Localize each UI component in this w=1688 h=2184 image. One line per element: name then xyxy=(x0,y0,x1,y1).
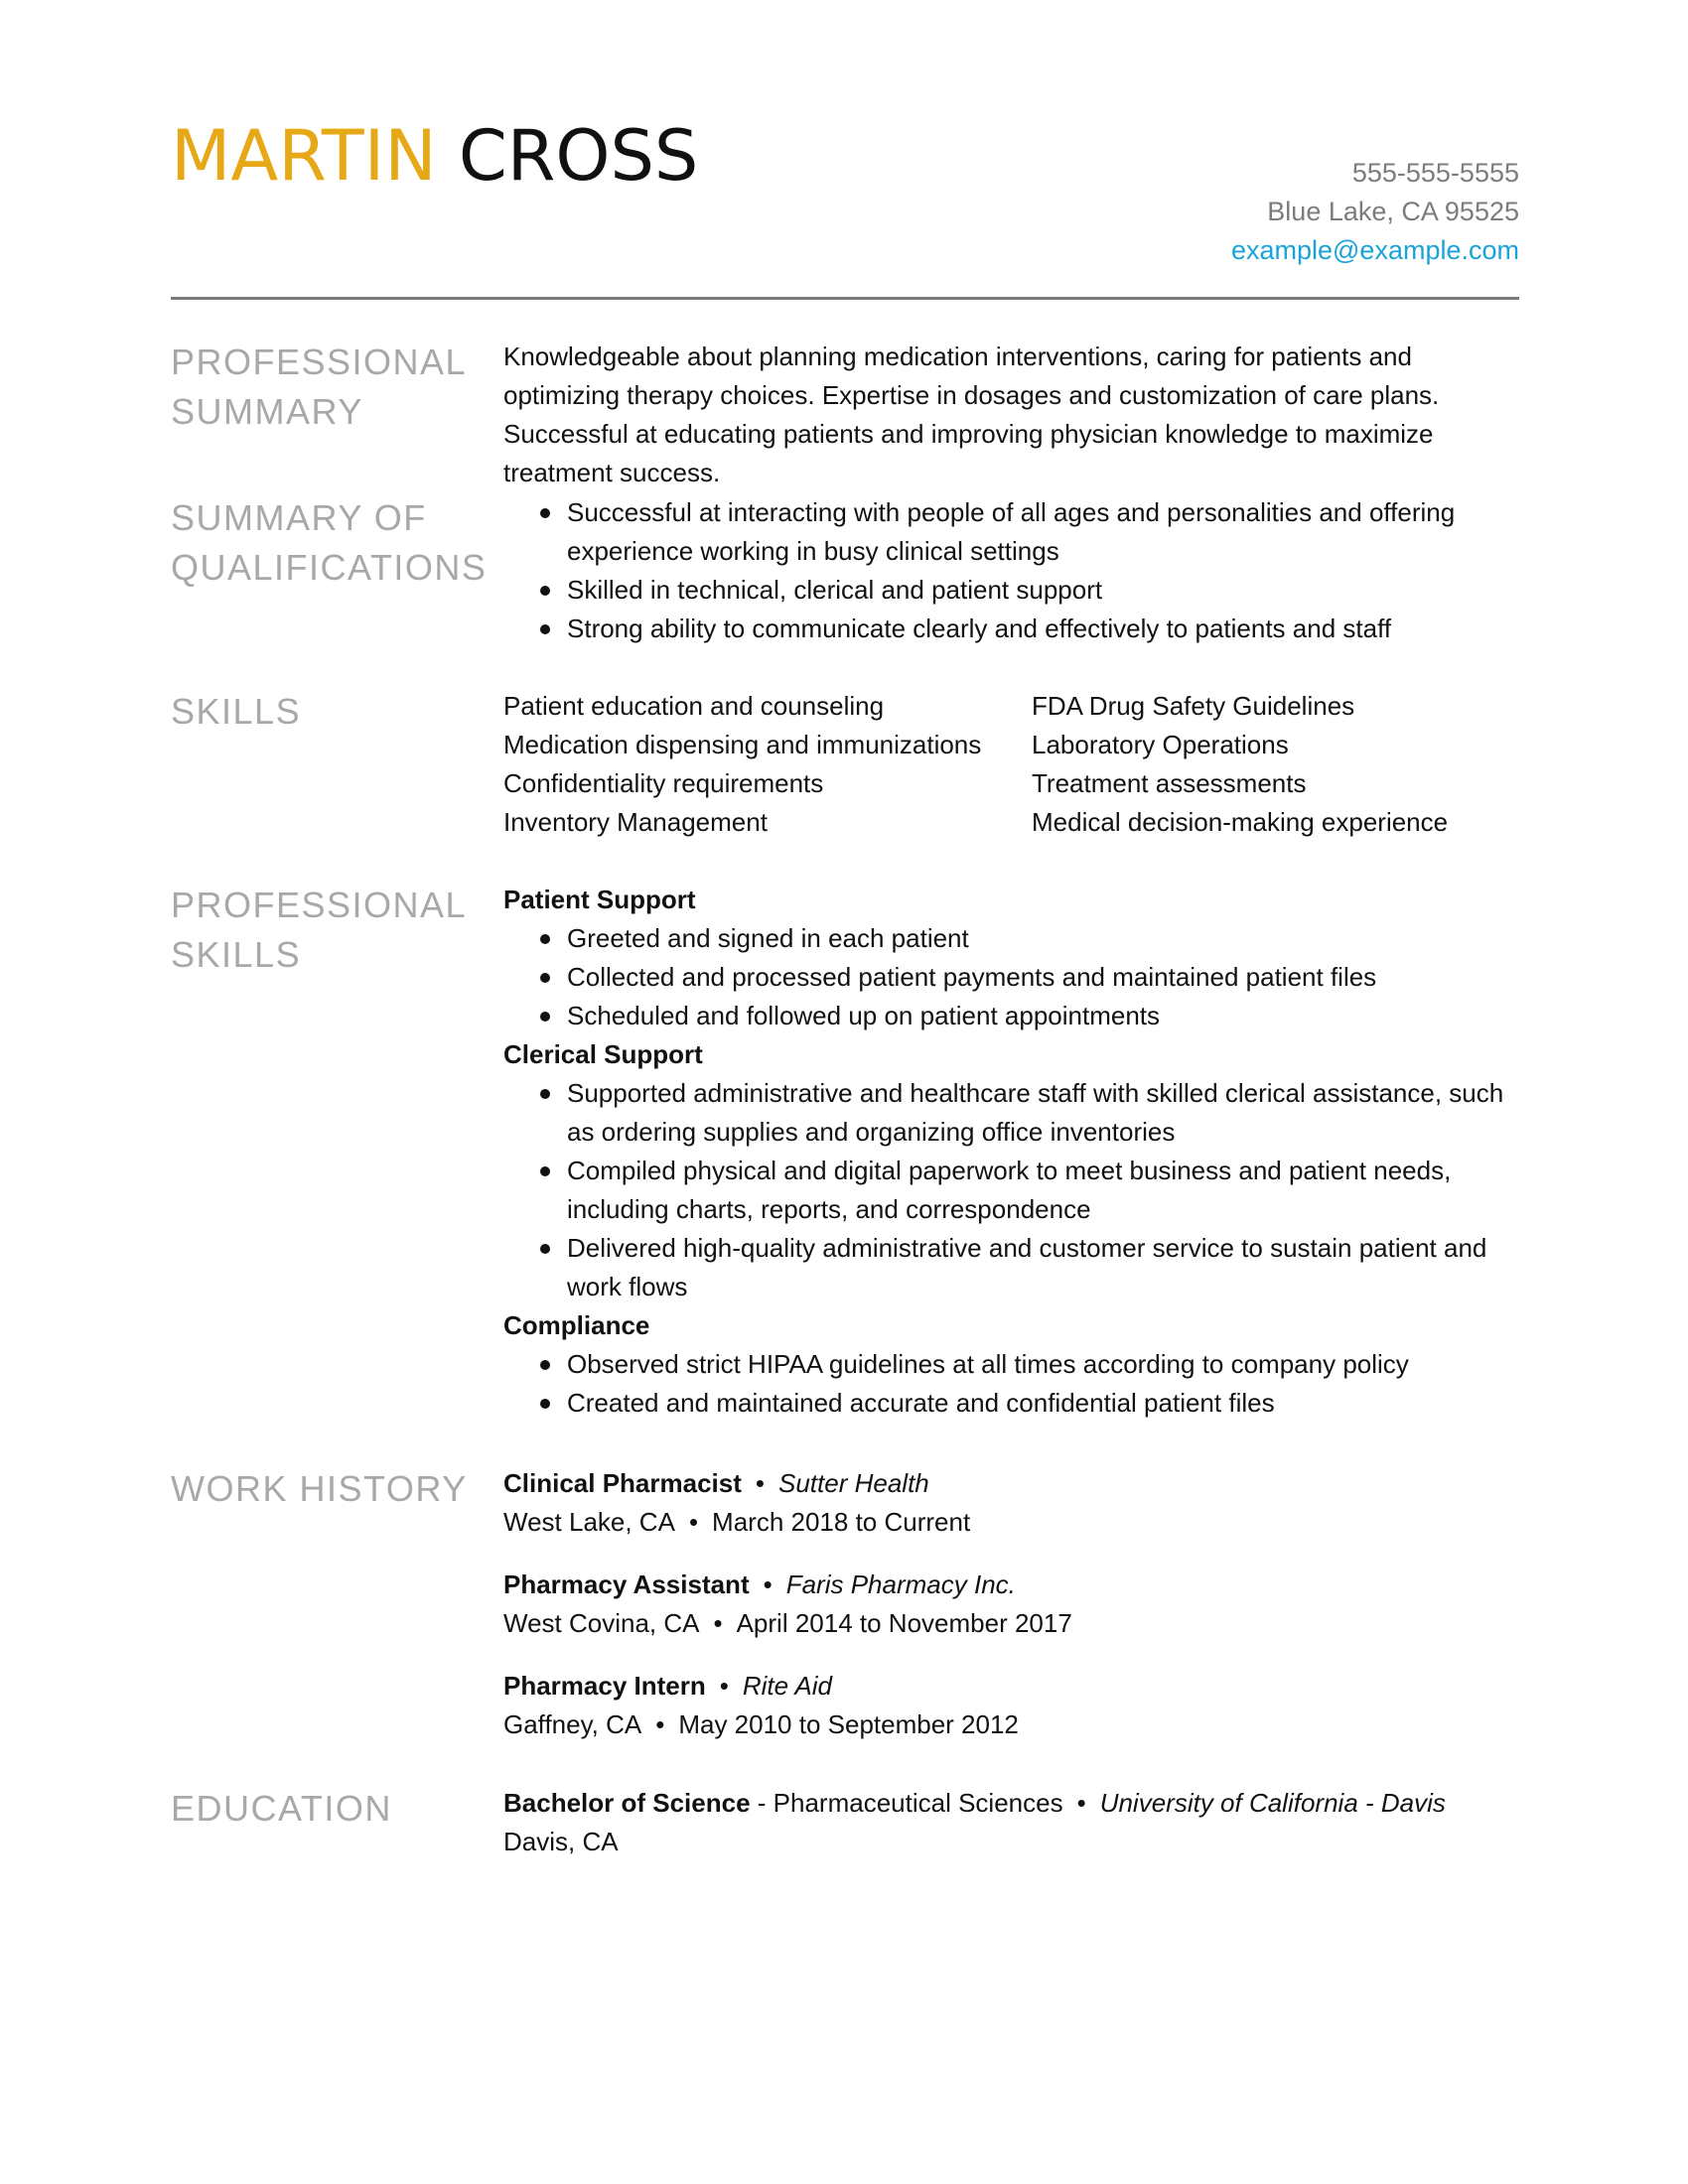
education-heading xyxy=(503,1784,1519,1823)
separator-dot: • xyxy=(719,1671,729,1701)
list-item: Delivered high-quality administrative and customer service to sustain patient and work flows xyxy=(567,1229,1519,1306)
job-company: Faris Pharmacy Inc. xyxy=(785,1570,1016,1599)
section-title: SUMMARY OF QUALIFICATIONS xyxy=(171,497,488,588)
list-item: Observed strict HIPAA guidelines at all times according to company policy xyxy=(567,1345,1519,1384)
skill-item: Medical decision-making experience xyxy=(1032,807,1449,837)
job-entry xyxy=(503,1667,1519,1744)
job-meta xyxy=(503,1706,1519,1744)
skill-group-heading: Compliance xyxy=(503,1310,650,1340)
skill-item: Patient education and counseling xyxy=(503,691,885,721)
separator-dot: • xyxy=(688,1507,699,1537)
separator-dot: • xyxy=(713,1608,723,1638)
contact-block xyxy=(1231,154,1519,270)
job-dates: March 2018 to Current xyxy=(712,1507,971,1537)
separator-dot: • xyxy=(763,1570,773,1599)
email-link[interactable]: example@example.com xyxy=(1230,235,1519,265)
skill-group-list xyxy=(503,919,1519,1035)
job-location: West Lake, CA xyxy=(503,1507,675,1537)
skill-group-list xyxy=(503,1074,1519,1306)
job-location: Gaffney, CA xyxy=(503,1709,642,1739)
list-item: Collected and processed patient payments and maintained patient files xyxy=(567,958,1519,997)
list-item: Successful at interacting with people of all ages and personalities and offering experience working in busy clinical settings xyxy=(567,493,1519,571)
candidate-name xyxy=(171,111,698,201)
job-meta xyxy=(503,1503,1519,1542)
job-company: Sutter Health xyxy=(778,1468,929,1498)
skills-column-left xyxy=(503,687,1032,842)
section-body xyxy=(503,1464,1519,1768)
section-body xyxy=(503,493,1519,648)
skills-column-right xyxy=(1032,687,1519,842)
skills-grid xyxy=(503,687,1519,842)
job-title: Clinical Pharmacist xyxy=(503,1468,742,1498)
skill-group-heading: Clerical Support xyxy=(503,1039,703,1069)
job-entry xyxy=(503,1566,1519,1643)
job-heading xyxy=(503,1667,1519,1706)
list-item: Compiled physical and digital paperwork to meet business and patient needs, including charts, reports, and correspondence xyxy=(567,1152,1519,1229)
phone-number: 555-555-5555 xyxy=(1351,158,1519,188)
job-meta xyxy=(503,1604,1519,1643)
summary-text: Knowledgeable about planning medication interventions, caring for patients and optimizing therapy choices. Expertise in dosages and customization of care plans. Successful at educating patients and improving physician knowledge to maximize treatment success. xyxy=(503,341,1440,487)
list-item: Created and maintained accurate and confidential patient files xyxy=(567,1384,1519,1423)
section-body xyxy=(503,881,1519,1423)
skill-group-list xyxy=(503,1345,1519,1423)
first-name: MARTIN xyxy=(171,115,437,197)
skill-item: Confidentiality requirements xyxy=(503,768,824,798)
list-item: Strong ability to communicate clearly and effectively to patients and staff xyxy=(567,610,1519,648)
list-item: Greeted and signed in each patient xyxy=(567,919,1519,958)
school-name: University of California - Davis xyxy=(1099,1788,1446,1818)
separator-dot: • xyxy=(655,1709,665,1739)
section-body xyxy=(503,687,1519,842)
section-title: WORK HISTORY xyxy=(171,1468,468,1509)
school-location: Davis, CA xyxy=(503,1827,619,1856)
job-dates: April 2014 to November 2017 xyxy=(736,1608,1072,1638)
skill-item: FDA Drug Safety Guidelines xyxy=(1032,691,1355,721)
degree-name: Bachelor of Science xyxy=(503,1788,751,1818)
skill-item: Inventory Management xyxy=(503,807,768,837)
section-body xyxy=(503,1784,1519,1861)
job-heading xyxy=(503,1464,1519,1503)
list-item: Skilled in technical, clerical and patient support xyxy=(567,571,1519,610)
section-title: SKILLS xyxy=(171,691,302,732)
separator-dot: • xyxy=(1076,1788,1086,1818)
job-title: Pharmacy Assistant xyxy=(503,1570,750,1599)
qualification-list xyxy=(503,493,1519,648)
job-location: West Covina, CA xyxy=(503,1608,700,1638)
separator-dot: • xyxy=(755,1468,765,1498)
degree-field: - Pharmaceutical Sciences xyxy=(750,1788,1063,1818)
section-title: PROFESSIONAL SKILLS xyxy=(171,885,466,975)
job-heading xyxy=(503,1566,1519,1604)
header-divider xyxy=(171,297,1519,300)
list-item: Scheduled and followed up on patient appointments xyxy=(567,997,1519,1035)
job-company: Rite Aid xyxy=(742,1671,832,1701)
last-name: CROSS xyxy=(458,115,699,197)
section-title: PROFESSIONAL SUMMARY xyxy=(171,341,466,432)
skill-item: Medication dispensing and immunizations xyxy=(503,730,982,759)
section-body xyxy=(503,338,1519,492)
job-entry xyxy=(503,1464,1519,1542)
job-dates: May 2010 to September 2012 xyxy=(678,1709,1019,1739)
skill-item: Treatment assessments xyxy=(1032,768,1307,798)
job-title: Pharmacy Intern xyxy=(503,1671,706,1701)
list-item: Supported administrative and healthcare staff with skilled clerical assistance, such as ordering supplies and organizing office inventories xyxy=(567,1074,1519,1152)
address: Blue Lake, CA 95525 xyxy=(1267,197,1519,226)
skill-group-heading: Patient Support xyxy=(503,885,696,914)
section-title: EDUCATION xyxy=(171,1788,392,1829)
skill-item: Laboratory Operations xyxy=(1032,730,1289,759)
